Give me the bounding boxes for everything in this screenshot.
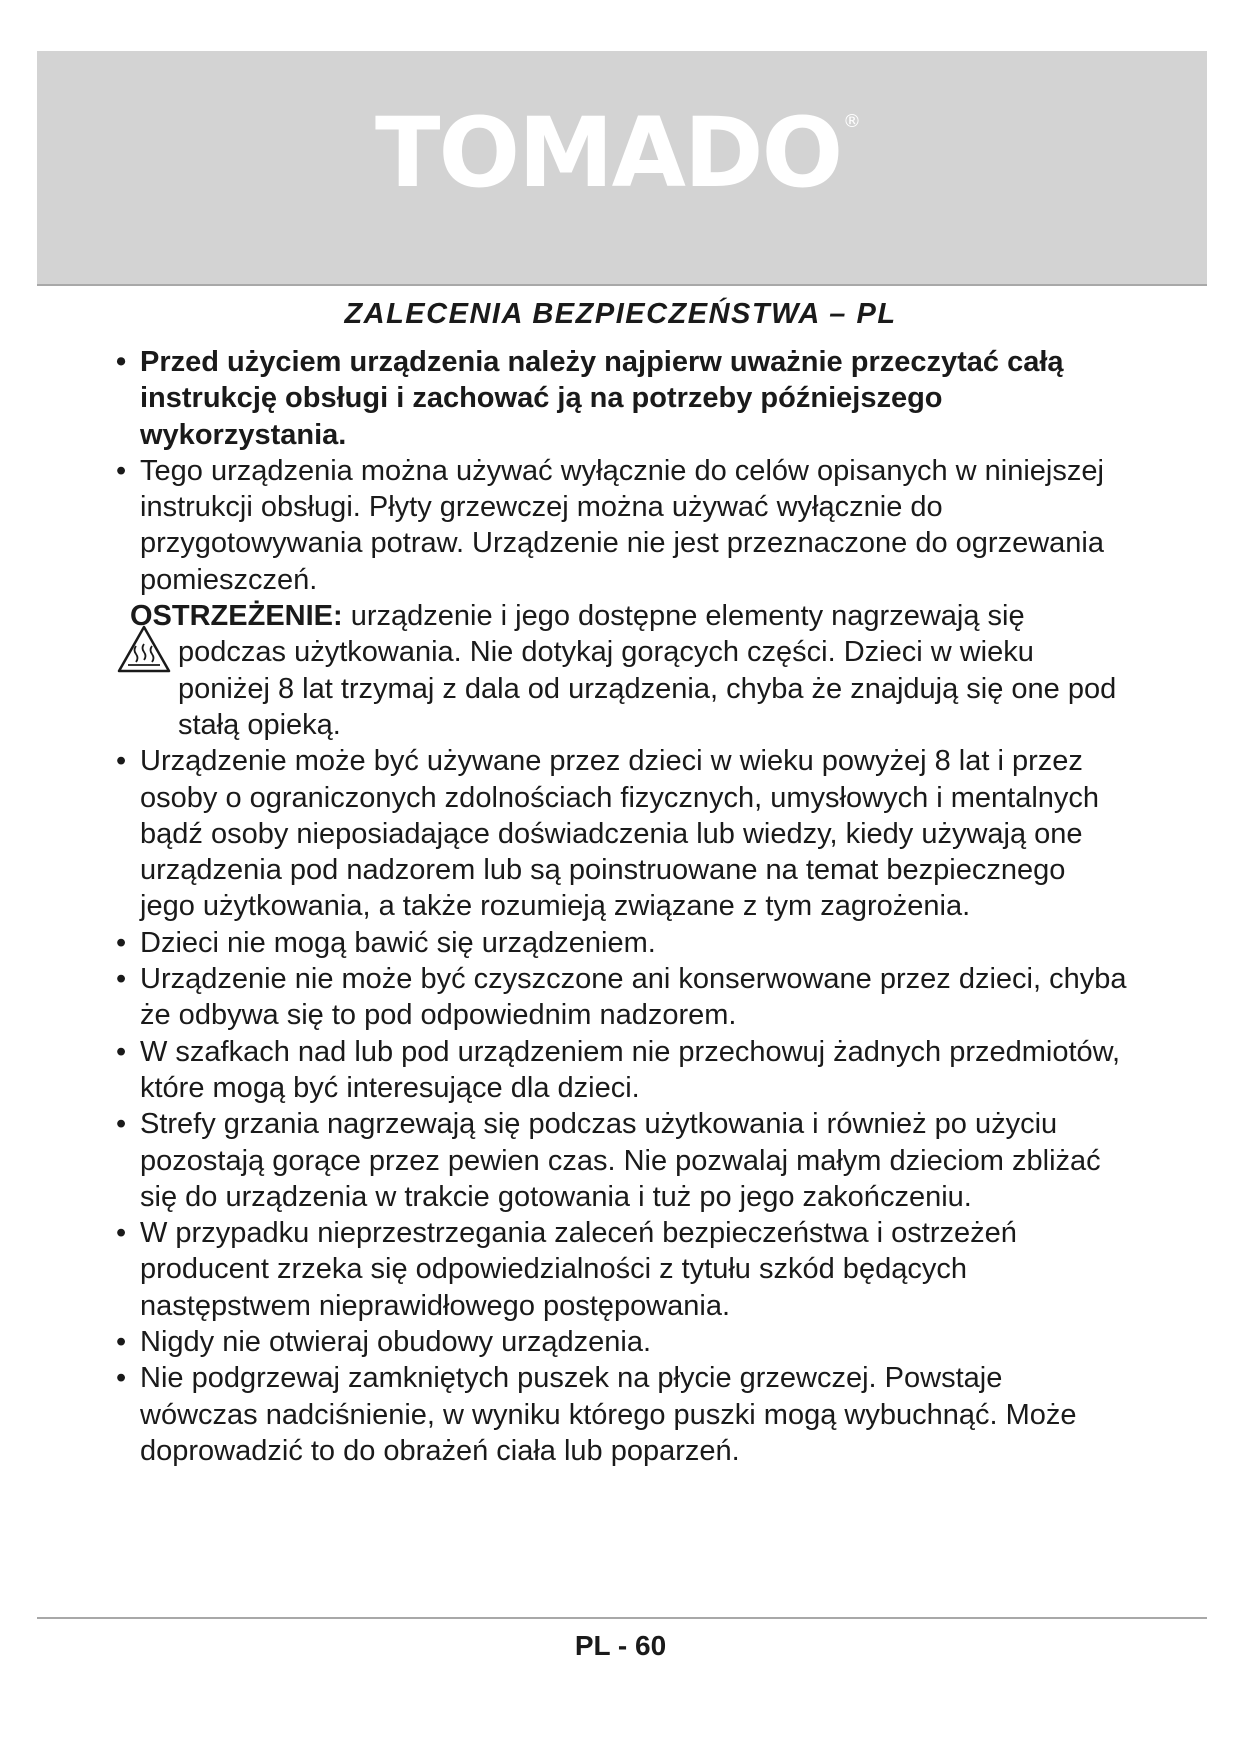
list-item: • Urządzenie nie może być czyszczone ani konserwowane przez dzieci, chyba że odbywa się to pod odpowiednim nadzorem. [118, 961, 1128, 1034]
warning-block [118, 598, 1128, 743]
list-item: • Nie podgrzewaj zamkniętych puszek na płycie grzewczej. Powstaje wówczas nadciśnienie, w wyniku którego puszki mogą wybuchnąć. Może doprowadzić to do obrażeń ciała lub poparzeń. [118, 1360, 1128, 1469]
list-item: • Urządzenie może być używane przez dzieci w wieku powyżej 8 lat i przez osoby o ograniczonych zdolnościach fizycznych, umysłowych i mentalnych bądź osoby nieposiadające doświadczenia lub wiedzy, kiedy używają one urządzenia pod nadzorem lub są poinstruowane na temat bezpiecznego jego użytkowania, a także rozumieją związane z tym zagrożenia. [118, 743, 1128, 924]
warning-label: OSTRZEŻENIE: [130, 600, 343, 633]
hot-surface-warning-icon [116, 624, 172, 674]
warning-text [130, 598, 1128, 743]
list-item: • Nigdy nie otwieraj obudowy urządzenia. [118, 1324, 1128, 1360]
list-item: • Przed użyciem urządzenia należy najpierw uważnie przeczytać całą instrukcję obsługi i zachować ją na potrzeby późniejszego wykorzystania. [118, 344, 1128, 453]
page-title: ZALECENIA BEZPIECZEŃSTWA – PL [344, 298, 897, 330]
registered-mark: ® [843, 111, 861, 132]
list-item: • Tego urządzenia można używać wyłącznie do celów opisanych w niniejszej instrukcji obsługi. Płyty grzewczej można używać wyłącznie do przygotowywania potraw. Urządzenie nie jest przeznaczone do ogrzewania pomieszczeń. [118, 453, 1128, 598]
warning-body: urządzenie i jego dostępne elementy nagrzewają się podczas użytkowania. Nie dotykaj gorących części. Dzieci w wieku poniżej 8 lat trzymaj z dala od urządzenia, chyba że znajdują się one pod stałą opieką. [178, 600, 1117, 741]
page-number: PL - 60 [574, 1630, 667, 1661]
safety-list [118, 344, 1128, 1469]
list-item: • W szafkach nad lub pod urządzeniem nie przechowuj żadnych przedmiotów, które mogą być interesujące dla dzieci. [118, 1034, 1128, 1107]
list-item: • W przypadku nieprzestrzegania zaleceń bezpieczeństwa i ostrzeżeń producent zrzeka się odpowiedzialności z tytułu szkód będących następstwem nieprawidłowego postępowania. [118, 1215, 1128, 1324]
footer-divider [37, 1617, 1207, 1619]
tomado-logo: TOMADO [375, 97, 842, 209]
list-item: • Strefy grzania nagrzewają się podczas użytkowania i również po użyciu pozostają gorące przez pewien czas. Nie pozwalaj małym dzieciom zbliżać się do urządzenia w trakcie gotowania i tuż po jego zakończeniu. [118, 1106, 1128, 1215]
list-item: • Dzieci nie mogą bawić się urządzeniem. [118, 925, 1128, 961]
